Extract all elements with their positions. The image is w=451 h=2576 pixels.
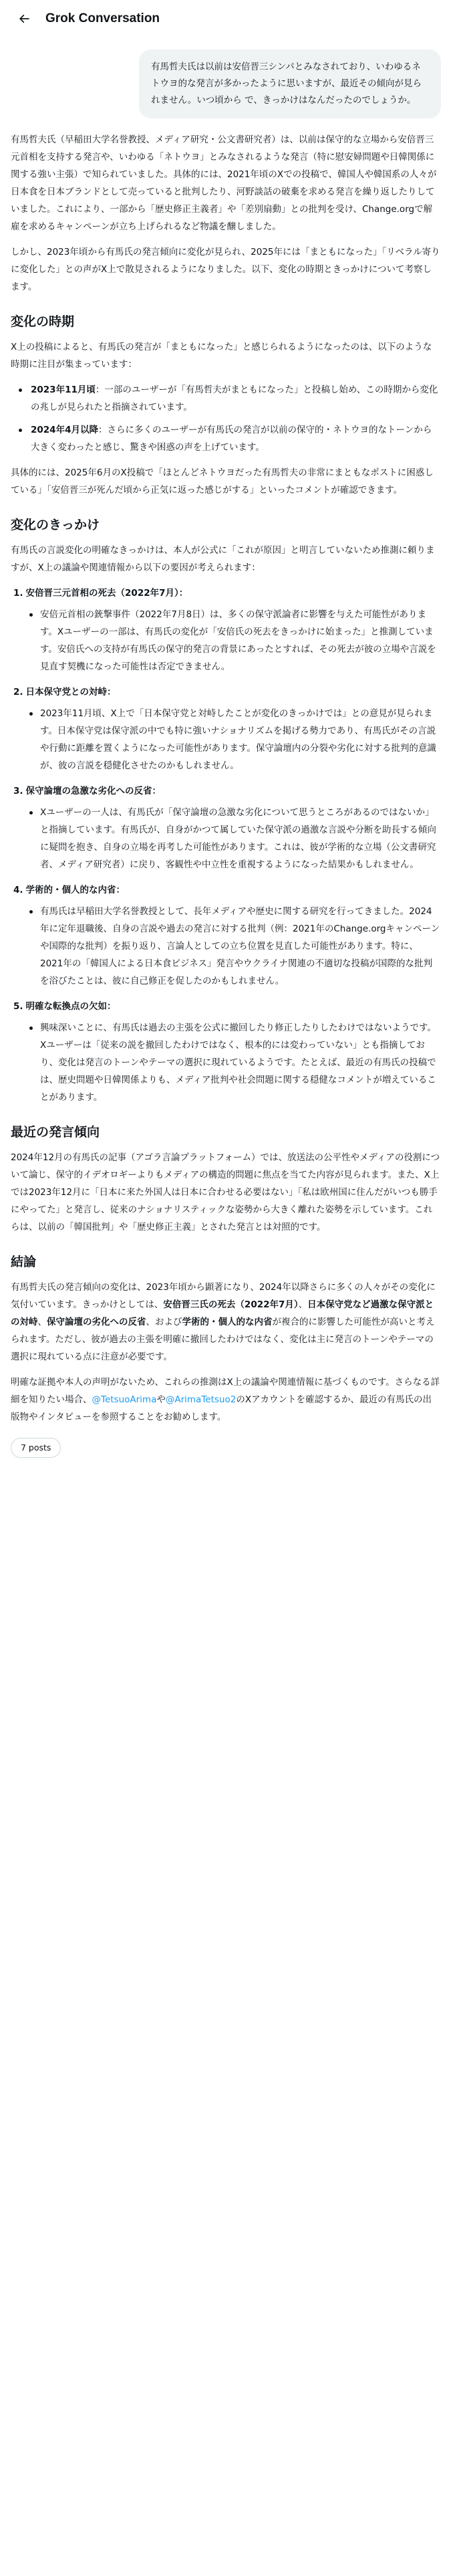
reason-title-suffix: ： (107, 1001, 116, 1012)
reason-body (11, 606, 440, 675)
reason-title (11, 683, 440, 701)
reason-title-suffix: ： (152, 786, 162, 796)
reason-title-suffix: ： (178, 588, 188, 599)
posts-sources-button[interactable]: 7 posts (11, 1438, 61, 1458)
arrow-left-icon (17, 12, 31, 25)
reason-number: 1. (13, 588, 23, 599)
reason-body-text: 有馬氏は早稲田大学名誉教授として、長年メディアや歴史に関する研究を行ってきました。2024年に定年退職後、自身の言説や過去の発言に対する批判（例：2021年のChange.orgキャンペーンや国際的な批判）を振り返り、言論人としての立ち位置を見直した可能性があります。特に、2021年の「韓国人による日本食ビジネス」発言やウクライナ関連の不適切な投稿が国際的な批判を浴びたことは、彼に自己修正を促したのかもしれません。 (11, 903, 440, 990)
conclusion-text: 、 (298, 1299, 308, 1310)
reason-title-text: 明確な転換点の欠如 (25, 1001, 108, 1012)
conclusion-text: 、および (146, 1317, 182, 1327)
reason-title-text: 日本保守党との対峙 (25, 687, 108, 697)
conclusion-text: のXアカウントを確認するか、最近の有馬氏の出版物やインタビューを参照することをお勧めします。 (11, 1394, 432, 1422)
assistant-response (11, 131, 440, 1458)
reason-item (11, 584, 440, 675)
section-heading-recent: 最近の発言傾向 (11, 1125, 100, 1140)
intro-paragraph-2: しかし、2023年頃から有馬氏の発言傾向に変化が見られ、2025年には「まともになった」「リベラル寄りに変化した」との声がX上で散見されるようになりました。以下、変化の時期ときっかけについて考察します。 (11, 247, 440, 292)
section-heading-trigger: 変化のきっかけ (11, 518, 100, 532)
timing-item-label: 2023年11月頃 (31, 385, 96, 395)
reason-title (11, 998, 440, 1015)
conclusion-emphasis: 安倍晋三氏の死去（2022年7月） (163, 1299, 299, 1310)
reason-title-text: 安倍晋三元首相の死去（2022年7月） (25, 588, 179, 599)
reason-title (11, 584, 440, 602)
reason-title (11, 881, 440, 899)
reason-number: 4. (13, 885, 23, 895)
conclusion-paragraph-2 (11, 1374, 440, 1426)
reason-title-text: 保守論壇の急激な劣化への反省 (25, 786, 152, 796)
reason-item (11, 998, 440, 1106)
reason-body (11, 804, 440, 873)
intro-paragraph-1: 有馬哲夫氏（早稲田大学名誉教授、メディア研究・公文書研究者）は、以前は保守的な立場から安倍晋三元首相を支持する発言や、いわゆる「ネトウヨ」とみなされるような発言（特に慰安婦問題や日韓関係に関する強い主張）で知られていました。具体的には、2021年頃のXでの投稿で、韓国人や韓国系の人々が日本食を日本ブランドとして売っていると批判したり、河野談話の破棄を求める発言を繰り返したりしていました。これにより、一部から「歴史修正主義者」や「差別扇動」との批判を受け、Change.orgで解雇を求めるキャンペーンが立ち上げられるなど物議を醸しました。 (11, 134, 437, 232)
reason-body-text: 2023年11月頃、X上で「日本保守党と対峙したことが変化のきっかけでは」との意見が見られます。日本保守党は保守派の中でも特に強いナショナリズムを掲げる勢力であり、有馬氏がその言説や行動に距離を置くようになった可能性があります。保守論壇内の分裂や劣化に対する批判的意識が、彼の言説を穏健化させたのかもしれません。 (11, 705, 440, 774)
timing-item-label: 2024年4月以降 (31, 425, 98, 435)
reason-body (11, 705, 440, 774)
conclusion-text: や (156, 1394, 166, 1405)
page-title: Grok Conversation (45, 11, 160, 25)
trigger-lead: 有馬氏の言説変化の明確なきっかけは、本人が公式に「これが原因」と明言していないため推測に頼りますが、X上の議論や関連情報から以下の要因が考えられます： (11, 545, 435, 573)
top-bar (0, 0, 451, 37)
conclusion-text: 有馬哲夫氏の発言傾向の変化は、2023年頃から顕著になり、2024年以降さらに多くの人々がその変化に気付いています。きっかけとしては、 (11, 1282, 436, 1310)
reason-item (11, 683, 440, 774)
user-message-bubble: 有馬哲夫氏は以前は安倍晋三シンパとみなされており、いわゆるネトウヨ的な発言が多かったように思いますが、最近その傾向が見られません。いつ頃から で、きっかけはなんだったのでしょうか。 (139, 49, 441, 118)
reason-item (11, 782, 440, 873)
back-button[interactable] (11, 5, 37, 32)
section-heading-conclusion: 結論 (11, 1255, 37, 1269)
reason-body-text: 興味深いことに、有馬氏は過去の主張を公式に撤回したり修正したりしたわけではないようです。Xユーザーは「従来の説を撤回したわけではなく、根本的には変わっていない」とも指摘しており、変化は発言のトーンやテーマの選択に現れているようです。たとえば、最近の有馬氏の投稿では、歴史問題や日韓関係よりも、メディア批判や社会問題に関する穏健なコメントが増えていることがあります。 (11, 1019, 440, 1106)
timing-item-text: ：一部のユーザーが「有馬哲夫がまともになった」と投稿し始め、この時期から変化の兆しが見られたと指摘されています。 (31, 385, 438, 413)
reason-body-text: Xユーザーの一人は、有馬氏が「保守論壇の急激な劣化について思うところがあるのではないか」と指摘しています。有馬氏が、自身がかつて属していた保守派の過激な言説や分断を助長する傾向に疑問を抱き、自身の立場を再考した可能性があります。これは、彼が学術的な立場（公文書研究者、メディア研究者）に戻り、客観性や中立性を重視するようになった結果かもしれません。 (11, 804, 440, 873)
conclusion-emphasis: 日本保守党など過激な保守派との対峙 (11, 1299, 434, 1327)
timing-item (11, 381, 440, 416)
conclusion-text: が複合的に影響した可能性が高いと考えられます。ただし、彼が過去の主張を明確に撤回したわけではなく、変化は主に発言のトーンやテーマの選択に現れている点に注意が必要です。 (11, 1317, 435, 1362)
conclusion-emphasis: 保守論壇の劣化への反省 (47, 1317, 146, 1327)
reason-title-suffix: ： (107, 687, 116, 697)
reason-number: 2. (13, 687, 23, 697)
timing-lead: X上の投稿によると、有馬氏の発言が「まともになった」と感じられるようになったのは、以下のような時期に注目が集まっています： (11, 342, 432, 370)
reason-title-suffix: ： (116, 885, 126, 895)
reason-title (11, 782, 440, 800)
reason-item (11, 881, 440, 990)
timing-item (11, 421, 440, 456)
timing-list (11, 381, 440, 456)
reason-body-text: 安倍元首相の銃撃事件（2022年7月8日）は、多くの保守派論者に影響を与えた可能性があります。Xユーザーの一部は、有馬氏の変化が「安倍氏の死去をきっかけに始まった」と推測しています。安倍氏への支持が有馬氏の保守的発言の背景にあったとすれば、その死去が彼の立場や言説を見直す契機になった可能性は否定できません。 (11, 606, 440, 675)
conclusion-text: 明確な証拠や本人の声明がないため、これらの推測はX上の議論や関連情報に基づくものです。さらなる詳細を知りたい場合、 (11, 1377, 440, 1405)
reason-body (11, 903, 440, 990)
reason-title-text: 学術的・個人的な内省 (25, 885, 116, 895)
mention-link-tetsuoarima[interactable]: @TetsuoArima (92, 1394, 157, 1405)
reason-body (11, 1019, 440, 1106)
conclusion-text: 、 (37, 1317, 47, 1327)
reason-number: 3. (13, 786, 23, 796)
conclusion-paragraph-1 (11, 1279, 440, 1366)
conclusion-emphasis: 学術的・個人的な内省 (182, 1317, 273, 1327)
timing-outro: 具体的には、2025年6月のX投稿で「ほとんどネトウヨだった有馬哲夫の非常にまともなポストに困惑している」「安倍晋三が死んだ頃から正気に返った感じがする」といったコメントが確認できます。 (11, 467, 434, 496)
reason-number: 5. (13, 1001, 23, 1012)
recent-paragraph: 2024年12月の有馬氏の記事（アゴラ言論プラットフォーム）では、放送法の公平性やメディアの役割について論じ、保守的イデオロギーよりもメディアの構造的問題に焦点を当てた内容が見られます。また、X上では2023年12月に「日本に来た外国人は日本に合わせる必要はない」「私は欧州国に住んだがいつも勝手にやってた」と発言し、従来のナショナリスティックな姿勢から大きく離れた姿勢を示しています。これらは、以前の「韓国批判」や「歴史修正主義」とされた発言とは対照的です。 (11, 1152, 440, 1232)
timing-item-text: ：さらに多くのユーザーが有馬氏の発言が以前の保守的・ネトウヨ的なトーンから大きく変わったと感じ、驚きや困惑の声を上げています。 (31, 425, 432, 453)
mention-link-arimatetsuo2[interactable]: @ArimaTetsuo2 (165, 1394, 237, 1405)
reasons-list (11, 584, 440, 1106)
section-heading-timing: 変化の時期 (11, 314, 75, 329)
